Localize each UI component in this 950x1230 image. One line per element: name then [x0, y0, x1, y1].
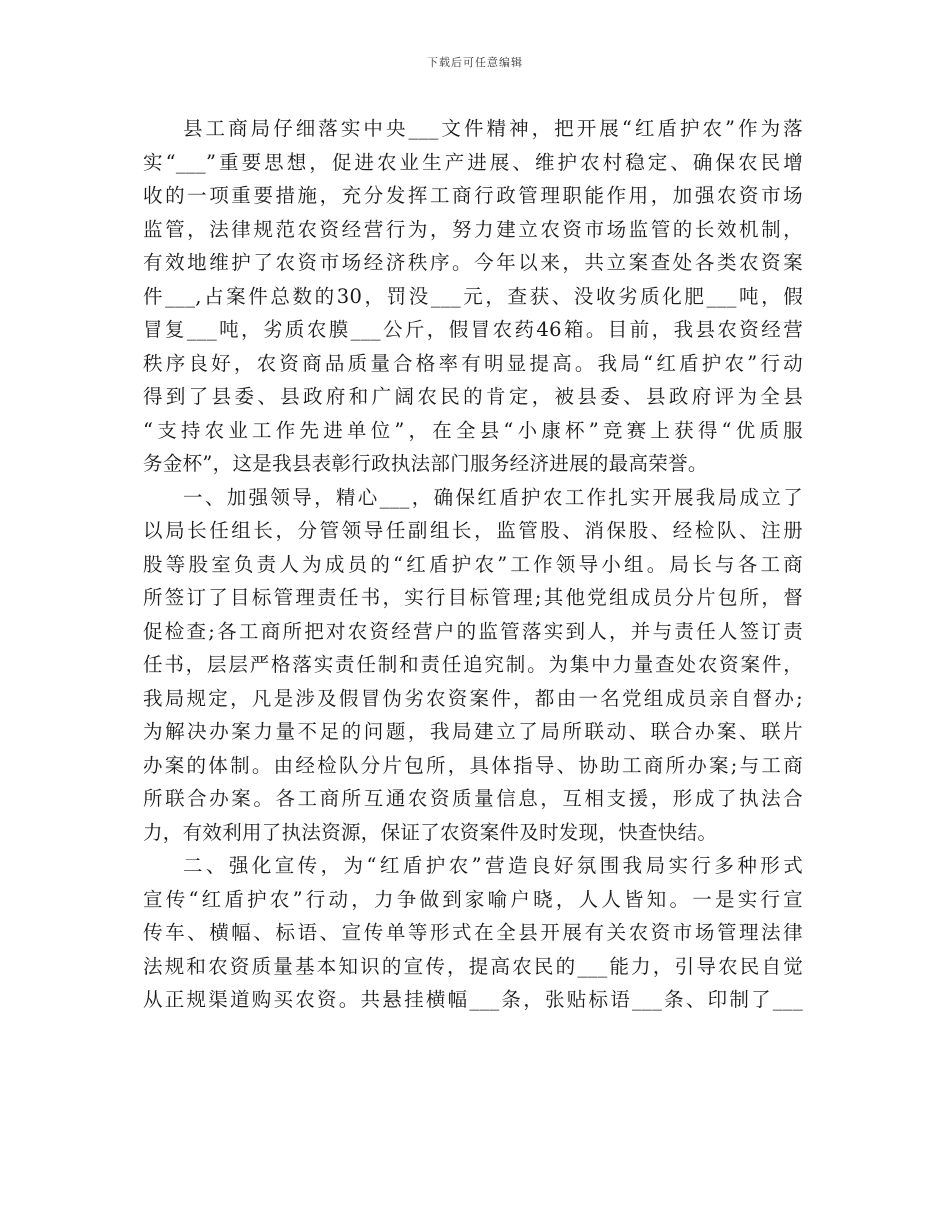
page-header: 下载后可任意编辑 [427, 56, 523, 69]
text-line: 所签订了目标管理责任书，实行目标管理;其他党组成员分片包所，督 [143, 586, 803, 609]
text-line: 二、强化宣传，为“红盾护农”营造良好氛围我局实行多种形式 [183, 854, 803, 877]
text-line: 件___,占案件总数的30，罚没___元，查获、没收劣质化肥___吨，假 [143, 284, 803, 308]
text-line: 县工商局仔细落实中央___文件精神，把开展“红盾护农”作为落 [183, 117, 803, 140]
paragraph-section-two [143, 849, 803, 1017]
text-line: 任书，层层严格落实责任制和责任追究制。为集中力量查处农资案件， [143, 653, 803, 676]
text-line: 以局长任组长，分管领导任副组长，监管股、消保股、经检队、注册 [143, 519, 803, 542]
text-line: 宣传“红盾护农”行动，力争做到家喻户晓，人人皆知。一是实行宣 [143, 887, 803, 911]
text-line: 监管，法律规范农资经营行为，努力建立农资市场监管的长效机制， [143, 217, 803, 241]
text-line: 一、加强领导，精心___，确保红盾护农工作扎实开展我局成立了 [183, 485, 803, 509]
text-line: 传车、横幅、标语、宣传单等形式在全县开展有关农资市场管理法律 [143, 921, 803, 944]
text-line: 办案的体制。由经检队分片包所，具体指导、协助工商所办案;与工商 [143, 753, 803, 777]
text-line: 所联合办案。各工商所互通农资质量信息，互相支援，形成了执法合 [143, 787, 803, 810]
text-line: 实“___”重要思想，促进农业生产进展、维护农村稳定、确保农民增 [143, 150, 803, 174]
paragraph-intro [143, 112, 803, 481]
text-line: 得到了县委、县政府和广阔农民的肯定，被县委、县政府评为全县 [143, 385, 803, 408]
text-line: 有效地维护了农资市场经济秩序。今年以来，共立案查处各类农资案 [143, 251, 803, 274]
text-line: 务金杯”，这是我县表彰行政执法部门服务经济进展的最高荣誉。 [143, 452, 708, 475]
text-line: 促检查;各工商所把对农资经营户的监管落实到人，并与责任人签订责 [143, 619, 803, 643]
text-line: 从正规渠道购买农资。共悬挂横幅___条，张贴标语___条、印制了___ [143, 988, 803, 1011]
text-line: 秩序良好，农资商品质量合格率有明显提高。我局“红盾护农”行动 [143, 351, 803, 375]
text-line: 股等股室负责人为成员的“红盾护农”工作领导小组。局长与各工商 [143, 552, 803, 576]
text-line: “支持农业工作先进单位”，在全县“小康杯”竞赛上获得“优质服 [143, 418, 803, 442]
text-line: 法规和农资质量基本知识的宣传，提高农民的___能力，引导农民自觉 [143, 954, 803, 978]
text-line: 力，有效利用了执法资源，保证了农资案件及时发现，快查快结。 [143, 820, 718, 844]
text-line: 为解决办案力量不足的问题，我局建立了局所联动、联合办案、联片 [143, 720, 803, 743]
text-line: 冒复___吨，劣质农膜___公斤，假冒农药46箱。目前，我县农资经营 [143, 318, 803, 341]
text-line: 我局规定，凡是涉及假冒伪劣农资案件，都由一名党组成员亲自督办; [143, 686, 803, 710]
document-body [143, 112, 803, 1017]
paragraph-section-one [143, 481, 803, 850]
text-line: 收的一项重要措施，充分发挥工商行政管理职能作用，加强农资市场 [143, 184, 803, 207]
